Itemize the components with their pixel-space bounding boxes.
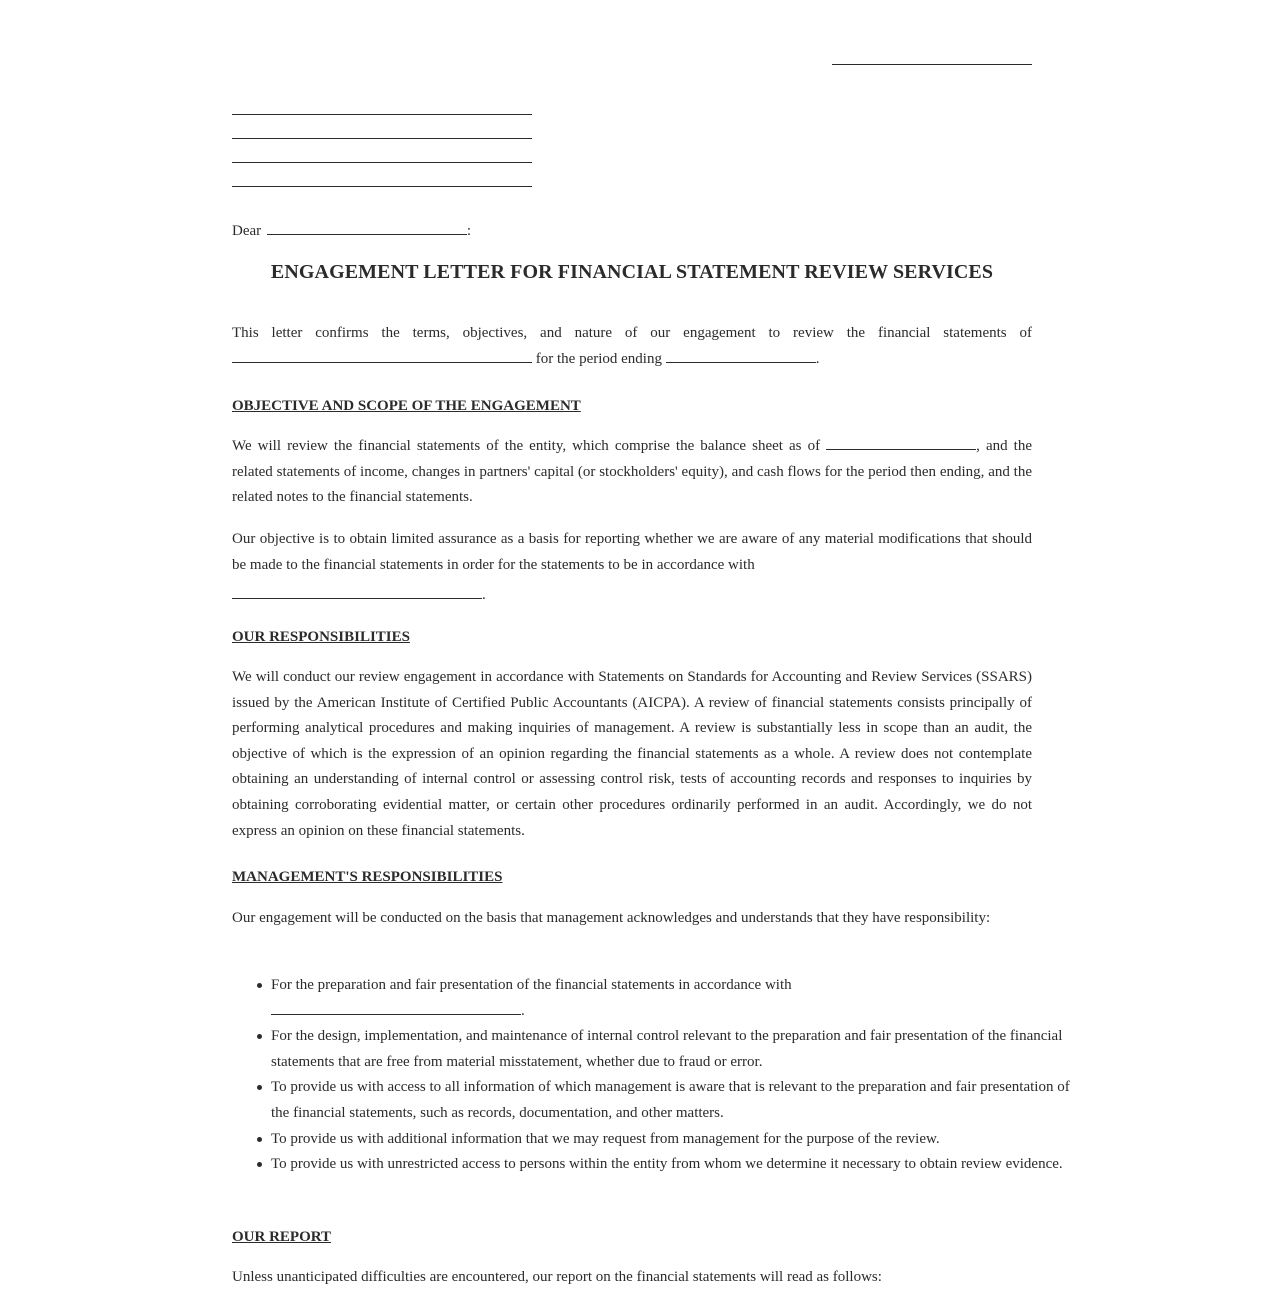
period-ending-blank[interactable] xyxy=(666,348,816,363)
address-line-3-blank[interactable] xyxy=(232,162,532,163)
bullet-dot-icon xyxy=(257,1162,262,1167)
our-responsibilities-paragraph: We will conduct our review engagement in accordance with Statements on Standards for Accounting and Review Services (SSARS) issued by the American Institute of Certified Public Accountants (AICPA). A review of financial statements consists principally of performing analytical procedures and making inquiries of management. A review is substantially less in scope than an audit, the objective of which is the expression of an opinion regarding the financial statements as a whole. A review does not contemplate obtaining an understanding of internal control or assessing control risk, tests of accounting records and responses to inquiries by obtaining corroborating evidential matter, or certain other procedures ordinarily performed in an audit. Accordingly, we do not express an opinion on these financial statements. xyxy=(232,669,1032,839)
objective-paragraph-1 xyxy=(232,434,1032,511)
bullet-5-text: To provide us with unrestricted access to persons within the entity from whom we determine it necessary to obtain review evidence. xyxy=(271,1156,1063,1173)
bullet-1-text: For the preparation and fair presentation of the financial statements in accordance with xyxy=(271,977,792,993)
address-line-4-blank[interactable] xyxy=(232,186,532,187)
objective-p1-text-1: We will review the financial statements of the entity, which comprise the balance sheet as of xyxy=(232,438,821,454)
intro-text-1: This letter confirms the terms, objectives, and nature of our engagement to review the financial statements of xyxy=(232,325,1032,341)
bullet-3-text: To provide us with access to all information of which management is aware that is relevant to the preparation and fair presentation of the financial statements, such as records, documentation, and other matters. xyxy=(271,1079,1070,1121)
bullet-1-blank-line xyxy=(271,999,1071,1025)
our-report-paragraph: Unless unanticipated difficulties are encountered, our report on the financial statements will read as follows: xyxy=(232,1269,882,1285)
entity-name-blank[interactable] xyxy=(232,348,532,363)
salutation xyxy=(232,220,471,241)
bullet-dot-icon xyxy=(257,1034,262,1039)
list-item xyxy=(271,1152,1071,1178)
salutation-text: Dear xyxy=(232,223,262,239)
management-responsibilities-heading: MANAGEMENT'S RESPONSIBILITIES xyxy=(232,869,503,885)
bullet-dot-icon xyxy=(257,983,262,988)
bullet-dot-icon xyxy=(257,1137,262,1142)
address-line-1-blank[interactable] xyxy=(232,114,532,115)
bullet-1-period: . xyxy=(521,1002,525,1019)
bullet-dot-icon xyxy=(257,1085,262,1090)
salutation-colon: : xyxy=(466,223,472,239)
objective-p2-text-2: . xyxy=(482,587,486,603)
management-responsibilities-list xyxy=(232,973,1071,1178)
balance-sheet-date-blank[interactable] xyxy=(826,435,976,450)
objective-paragraph-2 xyxy=(232,527,1032,578)
objective-p2-text-1: Our objective is to obtain limited assurance as a basis for reporting whether we are aware of any material modifications that should be made to the financial statements in order for the statements to be in accordance with xyxy=(232,531,1032,573)
list-item xyxy=(271,1024,1071,1075)
bullet-4-text: To provide us with additional information that we may request from management for the purpose of the review. xyxy=(271,1130,940,1147)
intro-paragraph xyxy=(232,321,1032,372)
framework-blank-line xyxy=(232,584,486,605)
list-item xyxy=(271,1127,1071,1153)
framework-blank-1[interactable] xyxy=(232,584,482,599)
recipient-name-blank[interactable] xyxy=(267,220,467,235)
framework-blank-2[interactable] xyxy=(271,1000,521,1015)
our-responsibilities-heading: OUR RESPONSIBILITIES xyxy=(232,629,410,645)
bullet-2-text: For the design, implementation, and maintenance of internal control relevant to the preparation and fair presentation of the financial statements that are free from material misstatement, whether due to fraud or error. xyxy=(271,1028,1063,1070)
list-item xyxy=(271,1075,1071,1126)
intro-text-3: . xyxy=(815,350,820,367)
objective-p1-text-2: , and the related statements of income, changes in partners' capital (or stockholders' equity), and cash flows for the period then ending, and the related notes to the financial statements. xyxy=(232,438,1032,506)
address-line-2-blank[interactable] xyxy=(232,138,532,139)
letter-title: ENGAGEMENT LETTER FOR FINANCIAL STATEMENT REVIEW SERVICES xyxy=(270,261,994,283)
list-item xyxy=(271,973,1071,1024)
management-intro-paragraph: Our engagement will be conducted on the basis that management acknowledges and understands that they have responsibility: xyxy=(232,910,991,926)
objective-heading: OBJECTIVE AND SCOPE OF THE ENGAGEMENT xyxy=(232,398,581,414)
date-blank[interactable] xyxy=(832,64,1032,65)
our-report-heading: OUR REPORT xyxy=(232,1229,332,1245)
intro-text-2: for the period ending xyxy=(535,350,662,367)
